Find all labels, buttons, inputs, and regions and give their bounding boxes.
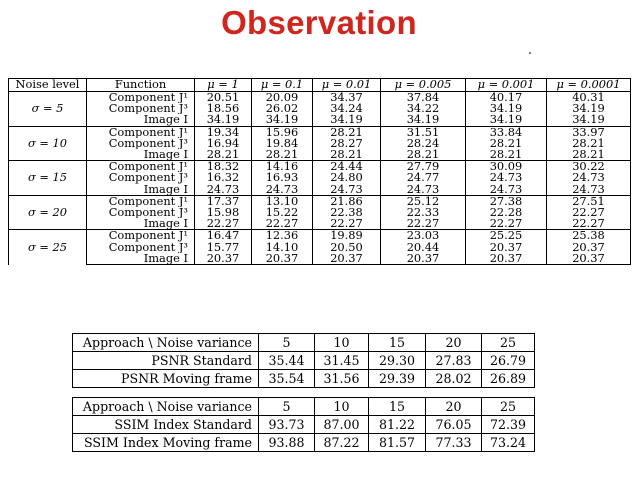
value-cell: 22.38	[313, 207, 381, 218]
value-cell: 30.09	[466, 161, 547, 173]
header-noise-level: Noise level	[9, 79, 87, 92]
value-cell: 34.22	[381, 103, 466, 114]
value-cell: 24.73	[195, 184, 252, 196]
results-table	[8, 78, 631, 265]
psnr-row	[73, 352, 535, 370]
header-mu: μ = 1	[195, 79, 252, 92]
value-cell: 16.47	[195, 230, 252, 242]
header-mu: μ = 0.01	[313, 79, 381, 92]
value-cell: 19.84	[252, 138, 313, 149]
table-row	[9, 138, 631, 149]
value-cell: 20.37	[313, 253, 381, 265]
value-cell: 24.73	[313, 184, 381, 196]
psnr-header-row	[73, 334, 535, 352]
psnr-header-col: 15	[369, 334, 426, 352]
psnr-row	[73, 370, 535, 388]
value-cell: 20.44	[381, 242, 466, 253]
value-cell: 20.09	[252, 92, 313, 104]
value-cell: 93.88	[259, 434, 315, 452]
table-row	[9, 242, 631, 253]
value-cell: 31.45	[315, 352, 369, 370]
table-row	[9, 230, 631, 242]
value-cell: 87.00	[315, 416, 369, 434]
slide-title: Observation	[221, 4, 417, 41]
value-cell: 14.16	[252, 161, 313, 173]
ssim-header-col: 5	[259, 398, 315, 416]
psnr-header-col: 5	[259, 334, 315, 352]
value-cell: 28.27	[313, 138, 381, 149]
ssim-header-approach: Approach \ Noise variance	[73, 398, 259, 416]
value-cell: 24.73	[466, 172, 547, 183]
value-cell: 34.19	[313, 114, 381, 126]
value-cell: 20.37	[547, 253, 631, 265]
noise-level-cell: σ = 20	[9, 195, 87, 230]
function-cell: Component J¹	[87, 92, 195, 104]
noise-level-cell: σ = 10	[9, 126, 87, 161]
value-cell: 20.37	[466, 242, 547, 253]
value-cell: 28.21	[466, 138, 547, 149]
value-cell: 34.19	[252, 114, 313, 126]
value-cell: 76.05	[426, 416, 482, 434]
value-cell: 40.31	[547, 92, 631, 104]
approach-label: PSNR Moving frame	[73, 370, 259, 388]
noise-level-cell: σ = 5	[9, 92, 87, 127]
value-cell: 17.37	[195, 195, 252, 207]
ssim-header-col: 20	[426, 398, 482, 416]
value-cell: 28.21	[313, 149, 381, 161]
value-cell: 28.21	[466, 149, 547, 161]
value-cell: 34.19	[195, 114, 252, 126]
value-cell: 21.86	[313, 195, 381, 207]
header-function: Function	[87, 79, 195, 92]
value-cell: 16.93	[252, 172, 313, 183]
value-cell: 30.22	[547, 161, 631, 173]
value-cell: 24.80	[313, 172, 381, 183]
value-cell: 33.84	[466, 126, 547, 138]
value-cell: 22.27	[252, 218, 313, 230]
value-cell: 18.56	[195, 103, 252, 114]
psnr-header-approach: Approach \ Noise variance	[73, 334, 259, 352]
value-cell: 73.24	[482, 434, 535, 452]
value-cell: 34.19	[381, 114, 466, 126]
value-cell: 25.38	[547, 230, 631, 242]
table-row	[9, 253, 631, 265]
value-cell: 37.84	[381, 92, 466, 104]
psnr-table	[72, 333, 535, 388]
header-mu: μ = 0.0001	[547, 79, 631, 92]
function-cell: Image I	[87, 218, 195, 230]
value-cell: 24.73	[466, 184, 547, 196]
function-cell: Component J¹	[87, 126, 195, 138]
function-cell: Image I	[87, 184, 195, 196]
function-cell: Component J³	[87, 138, 195, 149]
value-cell: 22.27	[466, 218, 547, 230]
function-cell: Image I	[87, 114, 195, 126]
value-cell: 14.10	[252, 242, 313, 253]
value-cell: 16.32	[195, 172, 252, 183]
function-cell: Component J³	[87, 242, 195, 253]
header-mu: μ = 0.1	[252, 79, 313, 92]
value-cell: 28.21	[313, 126, 381, 138]
function-cell: Component J³	[87, 172, 195, 183]
value-cell: 34.19	[466, 103, 547, 114]
table-row	[9, 172, 631, 183]
value-cell: 34.19	[547, 103, 631, 114]
function-cell: Component J¹	[87, 230, 195, 242]
value-cell: 28.24	[381, 138, 466, 149]
value-cell: 22.27	[195, 218, 252, 230]
header-mu: μ = 0.005	[381, 79, 466, 92]
value-cell: 26.02	[252, 103, 313, 114]
value-cell: 93.73	[259, 416, 315, 434]
function-cell: Component J³	[87, 207, 195, 218]
value-cell: 31.51	[381, 126, 466, 138]
value-cell: 77.33	[426, 434, 482, 452]
value-cell: 81.57	[369, 434, 426, 452]
table-row	[9, 195, 631, 207]
table-row	[9, 218, 631, 230]
value-cell: 28.21	[195, 149, 252, 161]
value-cell: 22.27	[381, 218, 466, 230]
value-cell: 20.37	[381, 253, 466, 265]
ssim-table	[72, 397, 535, 452]
function-cell: Image I	[87, 253, 195, 265]
ssim-header-row	[73, 398, 535, 416]
value-cell: 34.19	[466, 114, 547, 126]
table-row	[9, 114, 631, 126]
table-row	[9, 161, 631, 173]
value-cell: 22.27	[547, 218, 631, 230]
value-cell: 22.27	[547, 207, 631, 218]
value-cell: 15.96	[252, 126, 313, 138]
header-mu: μ = 0.001	[466, 79, 547, 92]
value-cell: 15.77	[195, 242, 252, 253]
value-cell: 24.73	[252, 184, 313, 196]
value-cell: 20.37	[466, 253, 547, 265]
value-cell: 16.94	[195, 138, 252, 149]
psnr-header-col: 25	[482, 334, 535, 352]
value-cell: 24.73	[547, 172, 631, 183]
value-cell: 25.25	[466, 230, 547, 242]
value-cell: 13.10	[252, 195, 313, 207]
table-row	[9, 126, 631, 138]
value-cell: 28.02	[426, 370, 482, 388]
value-cell: 31.56	[315, 370, 369, 388]
ssim-row	[73, 416, 535, 434]
table-row	[9, 184, 631, 196]
value-cell: 22.27	[313, 218, 381, 230]
value-cell: 24.44	[313, 161, 381, 173]
value-cell: 27.51	[547, 195, 631, 207]
ssim-header-col: 10	[315, 398, 369, 416]
value-cell: 12.36	[252, 230, 313, 242]
value-cell: 26.89	[482, 370, 535, 388]
approach-label: SSIM Index Standard	[73, 416, 259, 434]
value-cell: 20.37	[547, 242, 631, 253]
value-cell: 19.89	[313, 230, 381, 242]
value-cell: 24.73	[547, 184, 631, 196]
function-cell: Image I	[87, 149, 195, 161]
value-cell: 29.30	[369, 352, 426, 370]
function-cell: Component J³	[87, 103, 195, 114]
approach-label: SSIM Index Moving frame	[73, 434, 259, 452]
table-row	[9, 92, 631, 104]
approach-label: PSNR Standard	[73, 352, 259, 370]
stray-dot	[529, 52, 531, 54]
value-cell: 28.21	[547, 149, 631, 161]
value-cell: 28.21	[547, 138, 631, 149]
value-cell: 23.03	[381, 230, 466, 242]
psnr-header-col: 20	[426, 334, 482, 352]
value-cell: 34.37	[313, 92, 381, 104]
value-cell: 18.32	[195, 161, 252, 173]
table-row	[9, 207, 631, 218]
ssim-header-col: 15	[369, 398, 426, 416]
function-cell: Component J¹	[87, 195, 195, 207]
value-cell: 72.39	[482, 416, 535, 434]
value-cell: 27.79	[381, 161, 466, 173]
value-cell: 87.22	[315, 434, 369, 452]
value-cell: 25.12	[381, 195, 466, 207]
value-cell: 28.21	[381, 149, 466, 161]
value-cell: 20.50	[313, 242, 381, 253]
table-header-row	[9, 79, 631, 92]
value-cell: 34.19	[547, 114, 631, 126]
value-cell: 28.21	[252, 149, 313, 161]
noise-level-cell: σ = 15	[9, 161, 87, 196]
value-cell: 34.24	[313, 103, 381, 114]
value-cell: 24.77	[381, 172, 466, 183]
value-cell: 20.37	[195, 253, 252, 265]
value-cell: 35.44	[259, 352, 315, 370]
value-cell: 20.51	[195, 92, 252, 104]
value-cell: 27.38	[466, 195, 547, 207]
value-cell: 15.98	[195, 207, 252, 218]
value-cell: 22.33	[381, 207, 466, 218]
value-cell: 27.83	[426, 352, 482, 370]
ssim-row	[73, 434, 535, 452]
value-cell: 22.28	[466, 207, 547, 218]
value-cell: 15.22	[252, 207, 313, 218]
value-cell: 35.54	[259, 370, 315, 388]
value-cell: 20.37	[252, 253, 313, 265]
table-row	[9, 103, 631, 114]
function-cell: Component J¹	[87, 161, 195, 173]
value-cell: 29.39	[369, 370, 426, 388]
value-cell: 24.73	[381, 184, 466, 196]
value-cell: 81.22	[369, 416, 426, 434]
noise-level-cell: σ = 25	[9, 230, 87, 265]
value-cell: 33.97	[547, 126, 631, 138]
psnr-header-col: 10	[315, 334, 369, 352]
value-cell: 40.17	[466, 92, 547, 104]
table-row	[9, 149, 631, 161]
ssim-header-col: 25	[482, 398, 535, 416]
value-cell: 26.79	[482, 352, 535, 370]
value-cell: 19.34	[195, 126, 252, 138]
